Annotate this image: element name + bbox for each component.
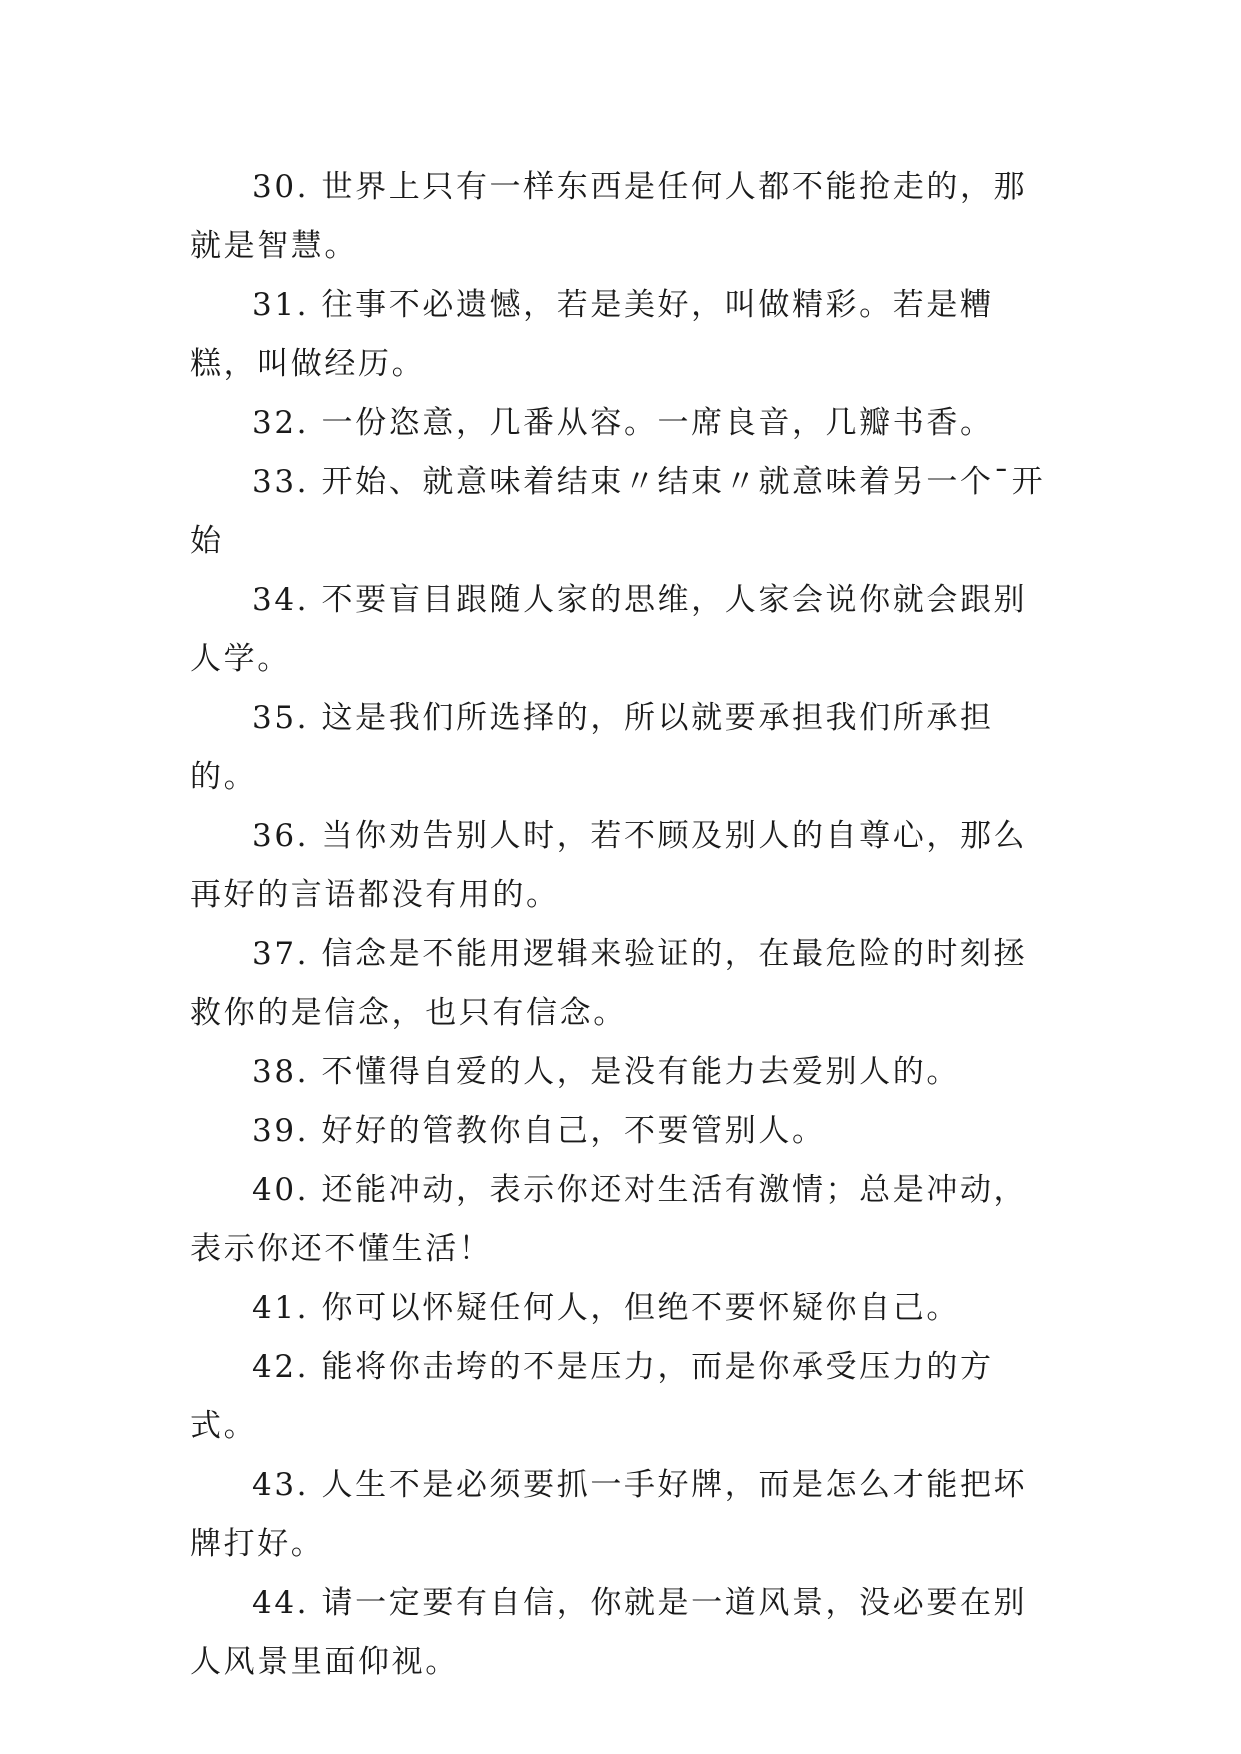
paragraph-36: 36. 当你劝告别人时，若不顾及别人的自尊心，那么再好的言语都没有用的。 (190, 818, 1028, 913)
paragraph-32: 32. 一份恣意，几番从容。一席良音，几瓣书香。 (252, 405, 994, 441)
paragraph-30: 30. 世界上只有一样东西是任何人都不能抢走的，那就是智慧。 (190, 169, 1028, 264)
paragraph-40: 40. 还能冲动，表示你还对生活有激情；总是冲动，表示你还不懂生活！ (190, 1172, 1028, 1267)
paragraph-38: 38. 不懂得自爱的人，是没有能力去爱别人的。 (252, 1054, 960, 1090)
paragraph-42: 42. 能将你击垮的不是压力，而是你承受压力的方式。 (190, 1349, 994, 1444)
paragraph-37: 37. 信念是不能用逻辑来验证的，在最危险的时刻拯救你的是信念，也只有信念。 (190, 936, 1028, 1031)
paragraph-34: 34. 不要盲目跟随人家的思维，人家会说你就会跟别人学。 (190, 582, 1028, 677)
paragraph-44: 44. 请一定要有自信，你就是一道风景，没必要在别人风景里面仰视。 (190, 1585, 1028, 1680)
paragraph-43: 43. 人生不是必须要抓一手好牌，而是怎么才能把坏牌打好。 (190, 1467, 1028, 1562)
paragraph-33: 33. 开始、就意味着结束〃结束〃就意味着另一个¯开始 (190, 464, 1046, 559)
document-body (190, 158, 1055, 1692)
paragraph-41: 41. 你可以怀疑任何人，但绝不要怀疑你自己。 (252, 1290, 960, 1326)
paragraph-35: 35. 这是我们所选择的，所以就要承担我们所承担的。 (190, 700, 994, 795)
paragraph-39: 39. 好好的管教你自己，不要管别人。 (252, 1113, 826, 1149)
paragraph-31: 31. 往事不必遗憾，若是美好，叫做精彩。若是糟糕，叫做经历。 (190, 287, 994, 382)
